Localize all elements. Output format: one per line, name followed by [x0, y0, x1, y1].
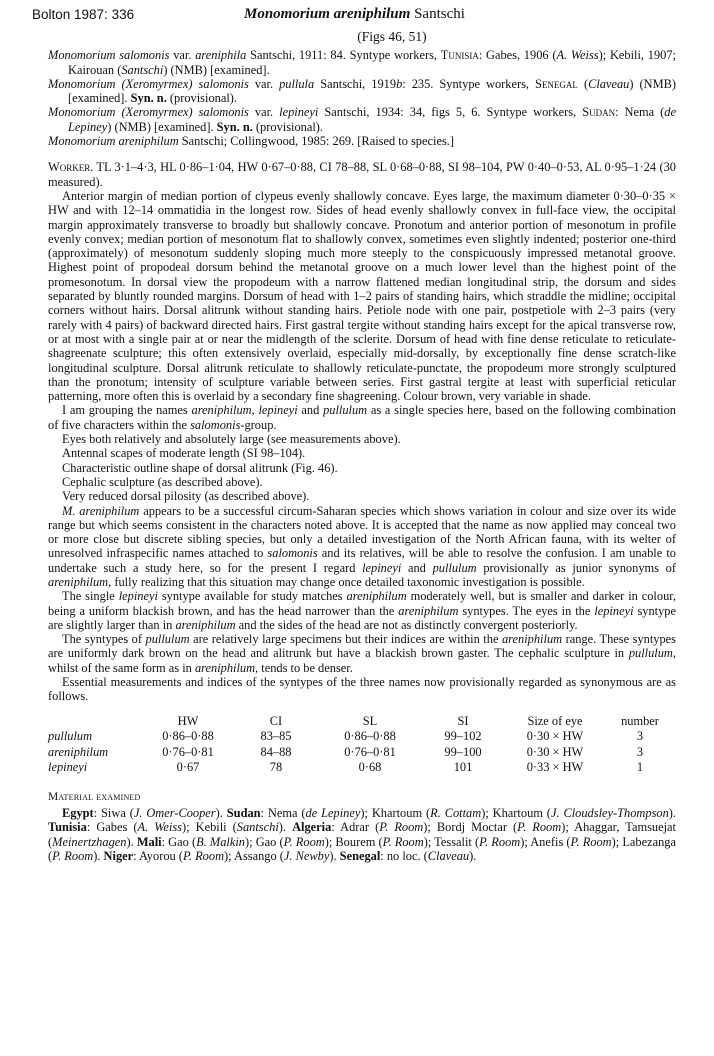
character-item: Eyes both relatively and absolutely large (see measurements above).: [62, 432, 401, 447]
table-cell: 0·76–0·81: [344, 744, 396, 759]
table-cell: 83–85: [260, 729, 292, 744]
table-header: SI: [457, 713, 469, 728]
document-page: [32, 6, 677, 863]
table-cell: 99–100: [444, 744, 482, 759]
table-header: CI: [269, 713, 283, 728]
table-cell: 0·86–0·88: [162, 729, 214, 744]
lepineyi-paragraph: The single lepineyi syntype available for study matches areniphilum moderately well, but is smaller and darker in colour, being a uniform blackish brown, and has the head narrower than the areniphilum syntypes. The eyes in the lepineyi syntype are slightly larger than in areniphilum and the sides of the head are not as distinctly convergent posteriorly.: [48, 589, 676, 632]
table-cell: 0·76–0·81: [162, 744, 214, 759]
table-cell: 1: [636, 760, 644, 775]
material-heading: Material examined: [48, 790, 141, 803]
table-header: HW: [177, 713, 199, 728]
essential-measurements-paragraph: Essential measurements and indices of the syntypes of the three names now provisionally regarded as synonymous are as follows.: [48, 675, 676, 704]
synonym-entry: Monomorium (Xeromyrmex) salomonis var. lepineyi Santschi, 1934: 34, figs 5, 6. Syntype workers, Sudan: Nema (de Lepiney) (NMB) [examined]. Syn. n. (provisional).: [48, 105, 676, 134]
table-cell: 99–102: [444, 729, 482, 744]
grouping-paragraph: I am grouping the names areniphilum, lepineyi and pullulum as a single species here, based on the following combination of five characters within the salomonis-group.: [48, 403, 676, 432]
synonym-entry: Monomorium (Xeromyrmex) salomonis var. pullula Santschi, 1919b: 235. Syntype workers, Senegal (Claveau) (NMB) [examined]. Syn. n. (provisional).: [48, 76, 676, 106]
table-cell: 3: [636, 744, 644, 759]
table-cell: 3: [636, 729, 644, 744]
worker-description: Anterior margin of median portion of clypeus evenly shallowly concave. Eyes large, the maximum diameter 0·30–0·35 × HW and with 12–14 ommatidia in the longest row. Sides of head evenly shallowly convex in full-face view, the occipital margin approximately transverse to broadly but shallowly concave. Pronotum and anterior portion of mesonotum in profile evenly convex; median portion of mesonotum flat to shallowly convex, sometimes even slightly indented; posterior one-third (approximately) of mesonotum suddenly sloping much more steeply to the conspicuously impressed metanotal groove. Highest point of propodeal dorsum behind the metanotal groove on a much lower level than the highest point of the promesonotum. In dorsal view the propodeum with a narrow flattened median longitudinal strip, the dorsum and sides separated by bluntly rounded margins. Dorsum of head with 1–2 pairs of standing hairs, which straddle the midline; occipital corners without hairs. Dorsal alitrunk without standing hairs. Petiole node with one pair, postpetiole with 2–3 pairs (very rarely with 4 pairs) of backward directed hairs. First gastral tergite without standing hairs except for the apical transverse row, or at most with a single pair at or near the midlength of the sclerite. Dorsum of head with fine dense reticulate to reticulate-shagreenate sculpture; this often extensively overlaid, especially mid-dorsally, by exceptionally fine dense scratch-like longitudinal sculpture. Dorsal alitrunk reticulate to shallowly reticulate-punctate, the propodeum more strongly sculptured than the pronotum; intensity of sculpture variable between series. First gastral tergite at least with superficial reticular patterning, more often this is overlaid by a secondary fine shagreening. Colour brown, very variable in shade.: [48, 188, 676, 404]
table-cell: 0·30 × HW: [526, 729, 584, 744]
table-cell: 0·67: [176, 760, 200, 775]
material-examined: Egypt: Siwa (J. Omer-Cooper). Sudan: Nema (de Lepiney); Khartoum (R. Cottam); Khartoum (J. Cloudsley-Thompson). Tunisia: Gabes (A. Weiss); Kebili (Santschi). Algeria: Adrar (P. Room); Bordj Moctar (P. Room); Ahaggar, Tamsuejat (Meinertzhagen). Mali: Gao (B. Malkin); Gao (P. Room); Bourem (P. Room); Tessalit (P. Room); Anefis (P. Room); Labezanga (P. Room). Niger: Ayorou (P. Room); Assango (J. Newby). Senegal: no loc. (Claveau).: [48, 805, 677, 863]
table-cell: 0·30 × HW: [526, 744, 584, 759]
table-cell: 78: [269, 760, 283, 775]
table-cell: 0·33 × HW: [526, 760, 584, 775]
synonym-entry: Monomorium areniphilum Santschi; Collingwood, 1985: 269. [Raised to species.]: [48, 134, 454, 149]
synonymy-list: [48, 48, 676, 148]
table-header-row: [48, 714, 676, 730]
species-author: Santschi: [410, 6, 465, 22]
measurements-table: [48, 714, 676, 776]
character-item: Cephalic sculpture (as described above).: [62, 474, 263, 489]
table-header: number: [621, 713, 659, 728]
table-row: [48, 745, 676, 761]
table-header: [48, 714, 144, 730]
table-cell: 84–88: [260, 744, 292, 759]
table-header: Size of eye: [527, 713, 583, 728]
species-title: [244, 7, 465, 21]
character-list: [48, 432, 676, 503]
worker-measurements: Worker. TL 3·1–4·3, HL 0·86–1·04, HW 0·67–0·88, CI 78–88, SL 0·68–0·88, SI 98–104, PW 0·40–0·53, AL 0·95–1·24 (30 measured).: [48, 160, 676, 189]
page-header: [32, 6, 676, 26]
character-item: Characteristic outline shape of dorsal alitrunk (Fig. 46).: [62, 460, 338, 475]
synonym-entry: Monomorium salomonis var. areniphila Santschi, 1911: 84. Syntype workers, Tunisia: Gabes, 1906 (A. Weiss); Kebili, 1907; Kairouan (Santschi) (NMB) [examined].: [48, 48, 676, 77]
table-header: SL: [362, 713, 378, 728]
character-item: Very reduced dorsal pilosity (as described above).: [62, 489, 310, 504]
species-name: Monomorium areniphilum: [244, 6, 411, 22]
table-cell: 101: [453, 760, 473, 775]
citation-reference: Bolton 1987: 336: [32, 7, 135, 22]
table-cell: pullulum: [48, 729, 93, 744]
circum-saharan-paragraph: M. areniphilum appears to be a successful circum-Saharan species which shows variation in colour and size over its wide range but which seems consistent in the characters noted above. It is accepted that the name as now applied may conceal two or more close but discrete sibling species, but only a detailed investigation of the North African fauna, with its welter of unresolved infraspecific names attached to salomonis and its relatives, will be able to resolve the confusion. I am unable to undertake such a study here, so for the present I regard lepineyi and pullulum provisionally as junior synonyms of areniphilum, fully realizing that this situation may change once detailed taxonomic investigation is possible.: [48, 503, 676, 589]
table-row: [48, 760, 676, 776]
table-cell: 0·86–0·88: [344, 729, 396, 744]
figure-reference: (Figs 46, 51): [357, 29, 427, 44]
table-cell: areniphilum: [48, 744, 109, 759]
table-cell: lepineyi: [48, 760, 88, 775]
table-row: [48, 729, 676, 745]
table-cell: 0·68: [358, 760, 382, 775]
pullulum-paragraph: The syntypes of pullulum are relatively large specimens but their indices are within the areniphilum range. These syntypes are uniformly dark brown on the head and alitrunk but have a blackish brown gaster. The cephalic sculpture in pullulum, whilst of the same form as in areniphilum, tends to be denser.: [48, 632, 677, 675]
character-item: Antennal scapes of moderate length (SI 98–104).: [62, 446, 306, 461]
